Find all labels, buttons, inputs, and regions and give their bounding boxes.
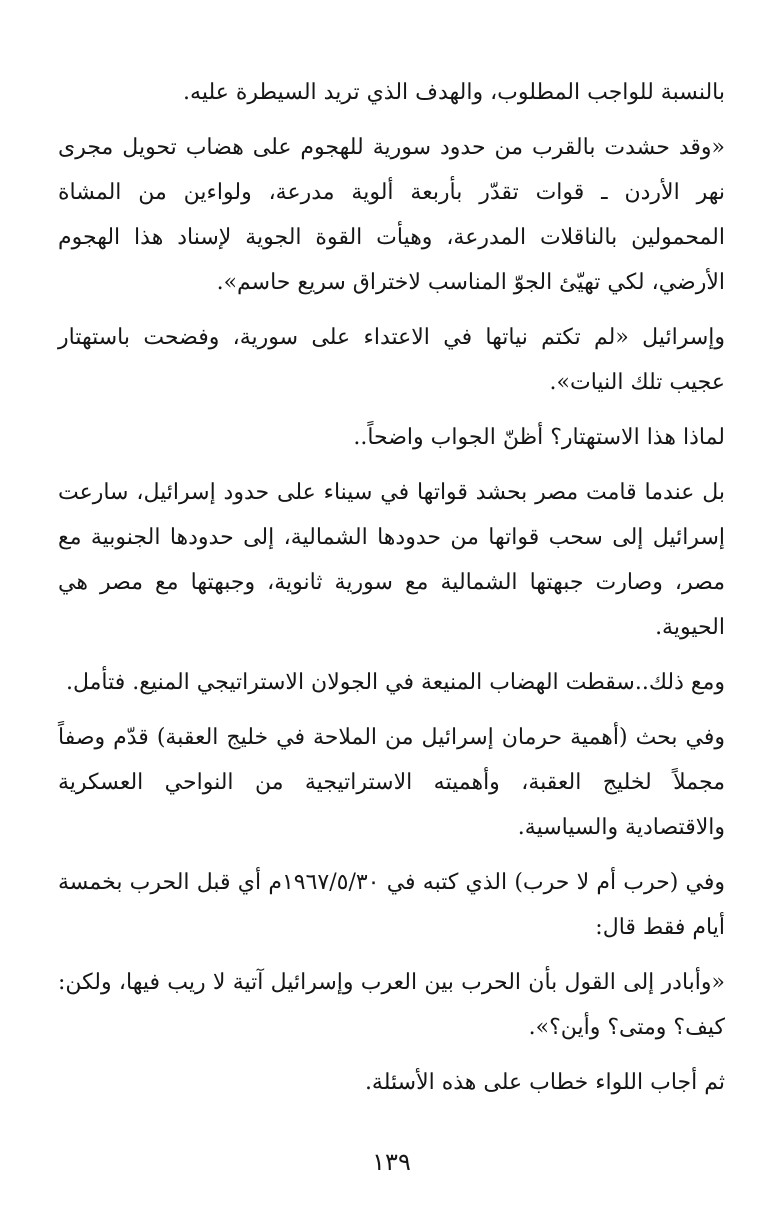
paragraph-4: لماذا هذا الاستهتار؟ أظنّ الجواب واضحاً.. (353, 425, 725, 450)
paragraph-2: «وقد حشدت بالقرب من حدود سورية للهجوم على هضاب تحويل مجرى نهر الأردن ـ قوات تقدّر بأربعة ألوية مدرعة، ولواءين من المشاة المحمولين بالناقلات المدرعة، وهيأت القوة الجوية لإسناد هذا الهجوم الأرضي، لكي تهيّئ الجوّ المناسب لاختراق سريع حاسم». (58, 135, 725, 295)
paragraph-1: بالنسبة للواجب المطلوب، والهدف الذي تريد السيطرة عليه. (183, 80, 725, 105)
paragraph-8: وفي (حرب أم لا حرب) الذي كتبه في ١٩٦٧/٥/٣٠م أي قبل الحرب بخمسة أيام فقط قال: (58, 870, 725, 940)
paragraph-10: ثم أجاب اللواء خطاب على هذه الأسئلة. (364, 1070, 725, 1095)
paragraph-7: وفي بحث (أهمية حرمان إسرائيل من الملاحة في خليج العقبة) قدّم وصفاً مجملاً لخليج العقبة، وأهميته الاستراتيجية من النواحي العسكرية والاقتصادية والسياسية. (58, 725, 725, 840)
paragraph-3: وإسرائيل «لم تكتم نياتها في الاعتداء على سورية، وفضحت باستهتار عجيب تلك النيات». (58, 325, 725, 395)
paragraph-5: بل عندما قامت مصر بحشد قواتها في سيناء على حدود إسرائيل، سارعت إسرائيل إلى سحب قواتها من حدودها الشمالية، إلى حدودها الجنوبية مع مصر، وصارت جبهتها الشمالية مع سورية ثانوية، وجبهتها مع مصر هي الحيوية. (58, 480, 725, 640)
page-body (58, 70, 725, 1220)
paragraph-6: ومع ذلك..سقطت الهضاب المنيعة في الجولان الاستراتيجي المنيع. فتأمل. (65, 670, 725, 695)
page-number: ١٣٩ (372, 1148, 411, 1176)
paragraph-9: «وأبادر إلى القول بأن الحرب بين العرب وإسرائيل آتية لا ريب فيها، ولكن: كيف؟ ومتى؟ وأين؟». (58, 970, 725, 1040)
